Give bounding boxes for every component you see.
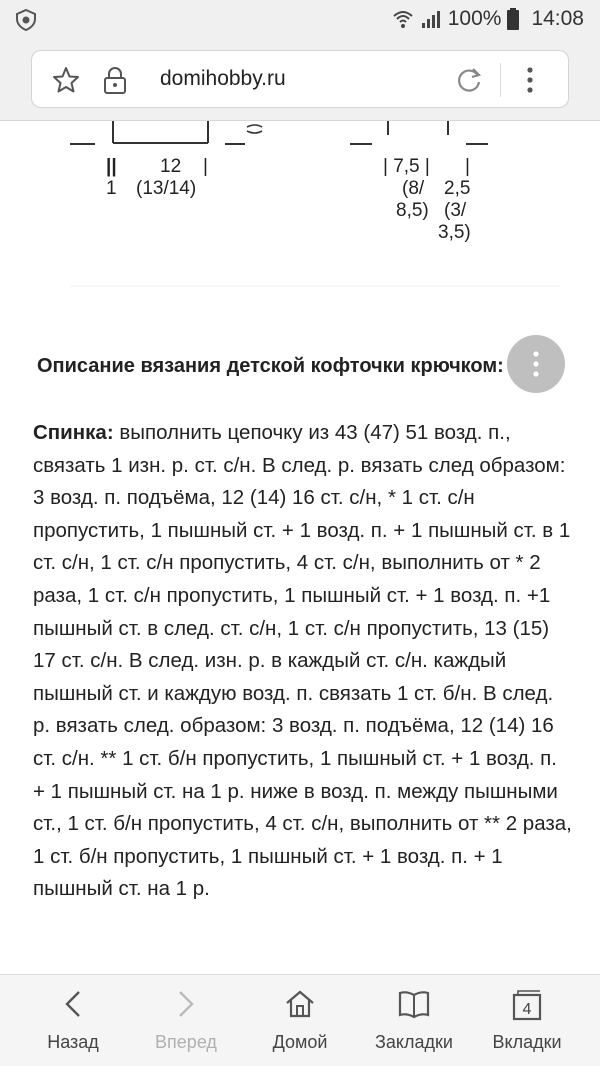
diagram-label: | 7,5 |	[383, 156, 430, 177]
nav-bookmarks-button[interactable]	[354, 975, 474, 1066]
battery-icon	[507, 8, 519, 30]
article-heading: Описание вязания детской кофточки крючком:	[37, 355, 504, 377]
article-text: выполнить цепочку из 43 (47) 51 возд. п., связать 1 изн. р. ст. с/н. В след. р. вязать след образом: 3 возд. п. подъёма, 12 (14) 16 ст. с/н, * 1 ст. с/н пропустить, 1 пышный ст. + 1 возд. п. + 1 пышный ст. в 1 ст. с/н, 1 ст. с/н пропустить, 4 ст. с/н, выполнить от * 2 раза, 1 ст. с/н пропустить, 1 пышный ст. + 1 возд. п. +1 пышный ст. в след. ст. с/н, 1 ст. с/н пропустить, 13 (15) 17 ст. с/н. В след. изн. р. в каждый ст. с/н. каждый пышный ст. и каждую возд. п. связать 1 ст. б/н. В след. р. вязать след. образом: 3 возд. п. подъёма, 12 (14) 16 ст. с/н. ** 1 ст. б/н пропустить, 1 пышный ст. + 1 возд. п. + 1 пышный ст. на 1 р. ниже в возд. п. между пышными ст., 1 ст. б/н пропустить, 4 ст. с/н, выполнить от ** 2 раза, 1 ст. б/н пропустить, 1 пышный ст. + 1 возд. п. + 1 пышный ст. на 1 р.	[33, 421, 572, 901]
browser-toolbar	[0, 40, 600, 121]
nav-tabs-button[interactable]	[467, 975, 587, 1066]
nav-forward-button[interactable]	[126, 975, 246, 1066]
diagram-label: |	[203, 156, 208, 177]
bookmark-star-icon[interactable]	[52, 66, 80, 94]
nav-home-button[interactable]	[240, 975, 360, 1066]
diagram-label: 3,5)	[438, 222, 471, 243]
nav-back-button[interactable]	[13, 975, 133, 1066]
article-body	[33, 417, 573, 906]
battery-percent: 100%	[447, 7, 502, 30]
status-bar	[0, 0, 600, 40]
reload-icon[interactable]	[454, 65, 484, 95]
section-label: Спинка:	[33, 421, 114, 444]
bookmarks-icon	[397, 989, 431, 1019]
lock-icon[interactable]	[102, 65, 128, 95]
forward-icon	[176, 989, 196, 1019]
signal-icon	[420, 8, 442, 30]
wifi-icon	[392, 8, 414, 30]
nav-forward-label: Вперед	[155, 1032, 217, 1052]
clock: 14:08	[531, 7, 584, 30]
diagram-label: (8/	[402, 178, 425, 199]
bottom-navigation	[0, 974, 600, 1066]
diagram-label: ||	[106, 156, 117, 177]
diagram-label: (3/	[444, 200, 467, 221]
address-bar-divider	[500, 63, 501, 97]
more-options-icon[interactable]	[524, 65, 536, 95]
url-text[interactable]: domihobby.ru	[160, 67, 286, 90]
address-bar[interactable]	[31, 50, 569, 108]
tabs-icon	[510, 989, 544, 1021]
more-vertical-icon	[531, 349, 541, 379]
diagram-label: (13/14)	[136, 178, 197, 199]
notification-shield-icon	[14, 8, 38, 32]
diagram-label: 12	[160, 156, 182, 177]
home-icon	[284, 989, 316, 1019]
quick-scroll-button[interactable]	[507, 335, 565, 393]
diagram-label: 2,5	[444, 178, 471, 199]
nav-back-label: Назад	[47, 1032, 99, 1052]
diagram-lines	[0, 121, 600, 291]
nav-bookmarks-label: Закладки	[375, 1032, 453, 1052]
nav-tabs-label: Вкладки	[492, 1032, 562, 1052]
web-content[interactable]	[0, 121, 600, 974]
status-right	[392, 7, 584, 31]
back-icon	[63, 989, 83, 1019]
diagram-label: 8,5)	[396, 200, 429, 221]
nav-home-label: Домой	[272, 1032, 328, 1052]
diagram-label: 1	[106, 178, 117, 199]
diagram-label: |	[465, 156, 470, 177]
pattern-diagram	[0, 121, 600, 291]
tabs-count: 4	[522, 1001, 532, 1018]
